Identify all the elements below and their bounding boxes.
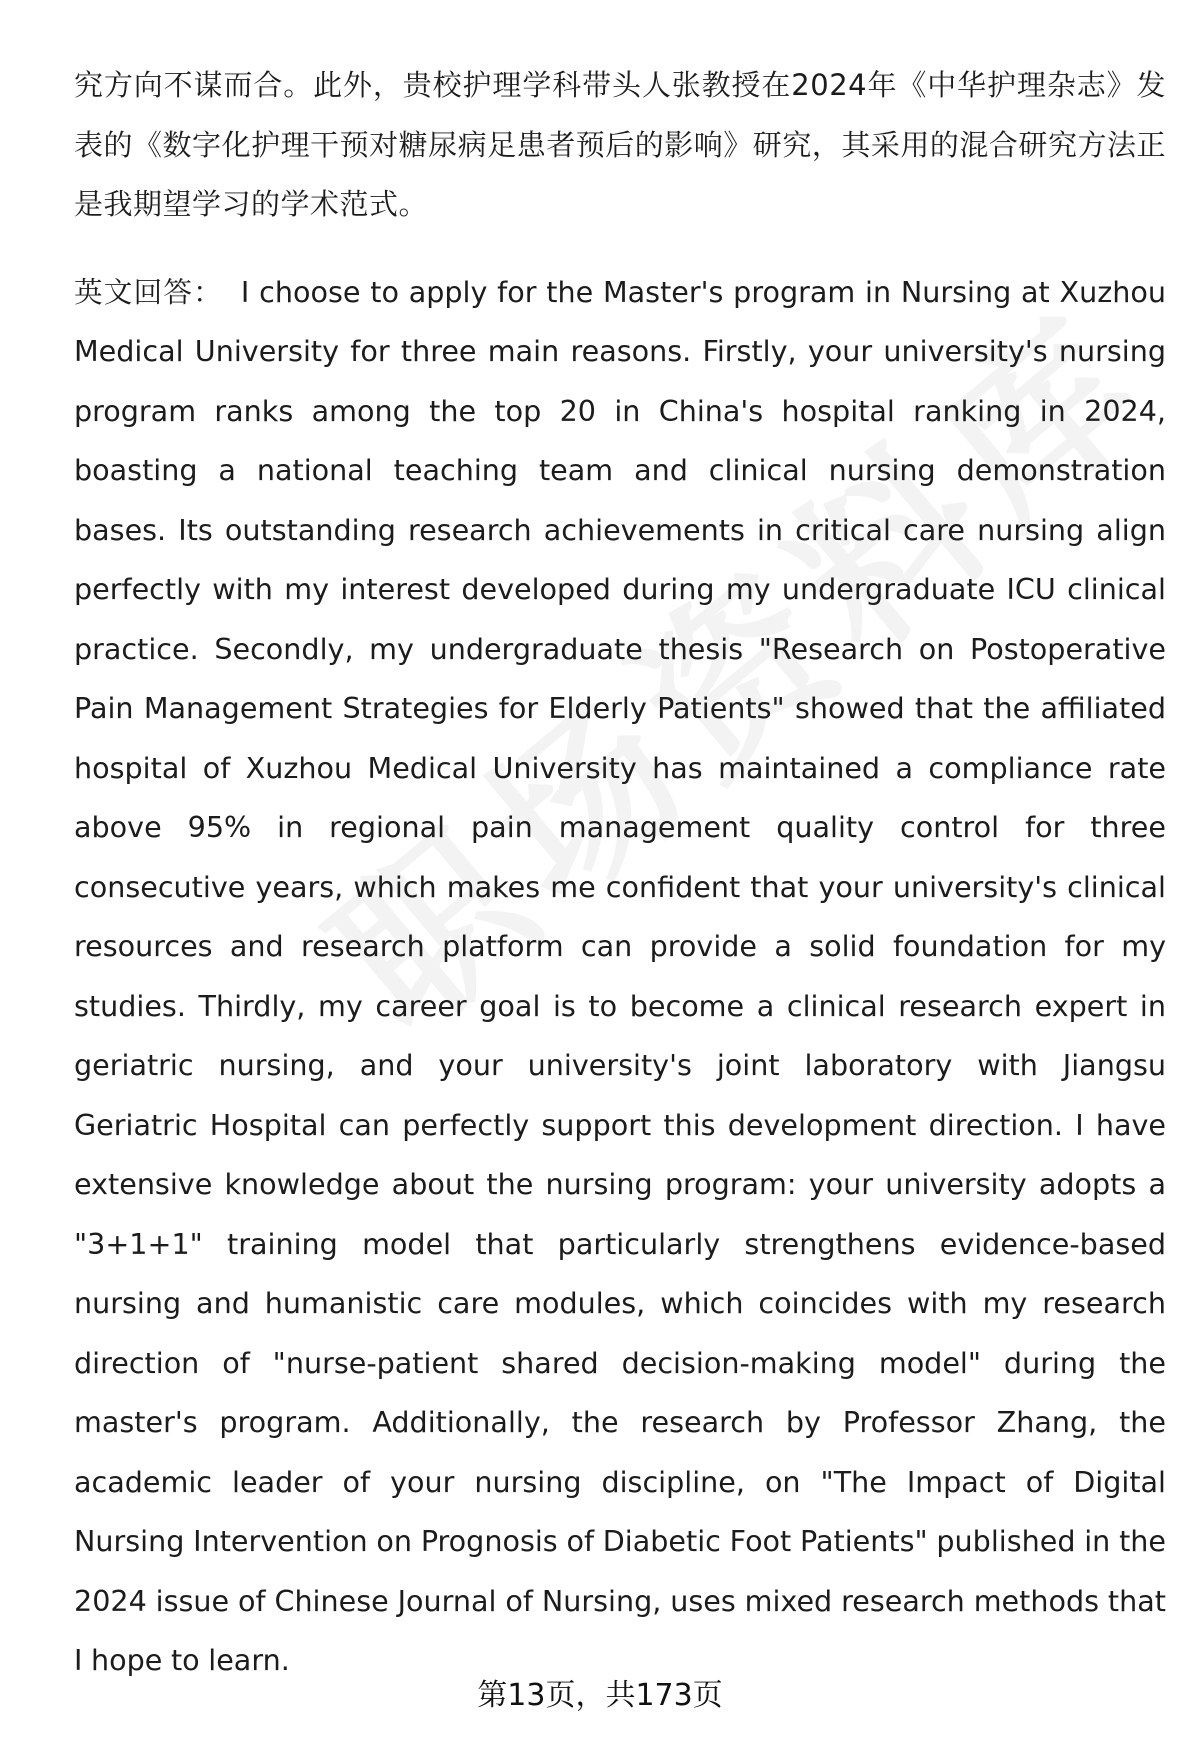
document-body <box>74 56 1166 1691</box>
answer-text: I choose to apply for the Master's program in Nursing at Xuzhou Medical University for three main reasons. Firstly, your university's nursing program ranks among the top 20 in China's hospital ranking in 2024, boasting a national teaching team and clinical nursing demonstration bases. Its outstanding research achievements in critical care nursing align perfectly with my interest developed during my undergraduate ICU clinical practice. Secondly, my undergraduate thesis "Research on Postoperative Pain Management Strategies for Elderly Patients" showed that the affiliated hospital of Xuzhou Medical University has maintained a compliance rate above 95% in regional pain management quality control for three consecutive years, which makes me confident that your university's clinical resources and research platform can provide a solid foundation for my studies. Thirdly, my career goal is to become a clinical research expert in geriatric nursing, and your university's joint laboratory with Jiangsu Geriatric Hospital can perfectly support this development direction. I have extensive knowledge about the nursing program: your university adopts a "3+1+1" training model that particularly strengthens evidence-based nursing and humanistic care modules, which coincides with my research direction of "nurse-patient shared decision-making model" during the master's program. Additionally, the research by Professor Zhang, the academic leader of your nursing discipline, on "The Impact of Digital Nursing Intervention on Prognosis of Diabetic Foot Patients" published in the 2024 issue of Chinese Journal of Nursing, uses mixed research methods that I hope to learn. <box>74 274 1166 1677</box>
intro-paragraph: 究方向不谋而合。此外，贵校护理学科带头人张教授在2024年《中华护理杂志》发表的《数字化护理干预对糖尿病足患者预后的影响》研究，其采用的混合研究方法正是我期望学习的学术范式。 <box>74 68 1166 221</box>
answer-paragraph <box>74 263 1166 1691</box>
answer-label: 英文回答： <box>74 274 223 309</box>
page-number: 第13页，共173页 <box>477 1678 723 1713</box>
